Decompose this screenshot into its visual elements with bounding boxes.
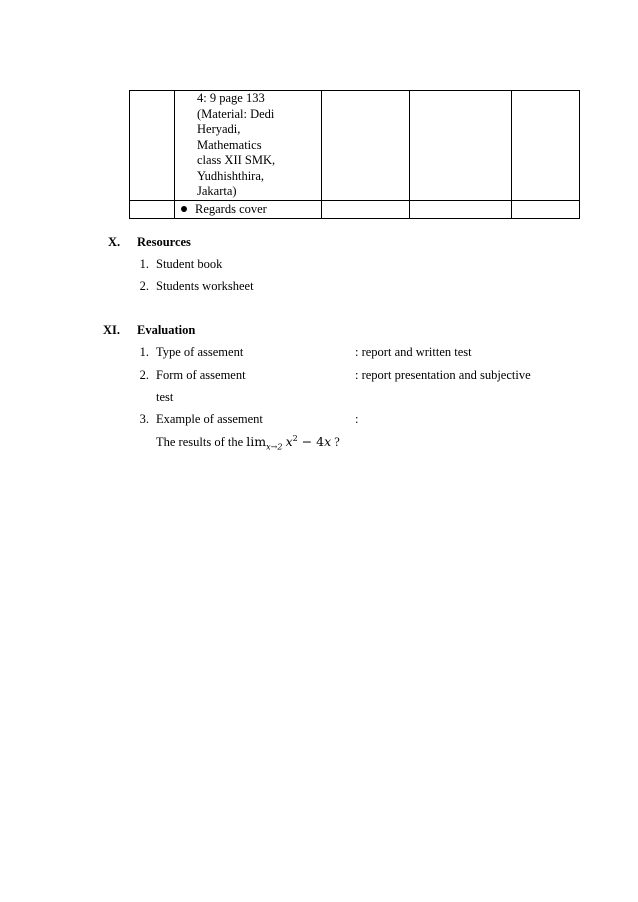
list-item-value: : report and written test xyxy=(355,345,472,359)
list-item-value: : report presentation and subjective xyxy=(355,368,531,382)
math-term: − 4 xyxy=(297,434,325,450)
lesson-table xyxy=(129,90,580,219)
list-item: Student book xyxy=(156,257,223,271)
list-number: 2. xyxy=(139,279,149,293)
limit-symbol: lim xyxy=(246,434,267,450)
question-suffix: ? xyxy=(331,435,340,450)
table-cell xyxy=(175,91,322,201)
table-cell xyxy=(322,91,410,201)
table-cell xyxy=(130,200,175,219)
table-cell xyxy=(512,200,580,219)
cell-line: (Material: Dedi xyxy=(197,106,275,121)
list-number: 3. xyxy=(139,412,149,426)
section-title: Evaluation xyxy=(137,323,196,337)
bullet-icon xyxy=(181,206,187,212)
cell-line: class XII SMK, xyxy=(197,153,276,167)
question-prefix: The results of the xyxy=(156,435,247,450)
section-title: Resources xyxy=(137,235,191,249)
table-cell xyxy=(175,200,322,219)
table-cell xyxy=(130,91,175,201)
list-item-label: Example of assement xyxy=(156,412,263,426)
cell-line: Jakarta) xyxy=(197,184,237,198)
cell-line: Mathematics xyxy=(197,137,262,152)
section-number: X. xyxy=(108,235,121,249)
list-number: 2. xyxy=(139,368,149,382)
section-number: XI. xyxy=(103,323,121,337)
cell-line: Yudhishthira, xyxy=(197,168,265,183)
math-variable: x xyxy=(285,434,293,450)
table-cell xyxy=(410,200,512,219)
table-row xyxy=(130,200,580,219)
list-item-label: Type of assement xyxy=(156,345,244,359)
cell-line: 4: 9 page 133 xyxy=(197,91,265,105)
limit-subscript: x→2 xyxy=(266,442,283,452)
table-row xyxy=(130,91,580,201)
list-item: Students worksheet xyxy=(156,279,254,293)
table-cell xyxy=(410,91,512,201)
math-variable: x xyxy=(324,434,332,450)
table-cell xyxy=(322,200,410,219)
question-line xyxy=(156,434,340,452)
list-item-value: : xyxy=(355,412,359,426)
table-cell xyxy=(512,91,580,201)
bullet-text: Regards cover xyxy=(195,201,267,216)
list-item-wrap: test xyxy=(156,390,174,404)
list-item-label: Form of assement xyxy=(156,368,246,382)
cell-line: Heryadi, xyxy=(197,122,241,136)
list-number: 1. xyxy=(139,345,149,359)
list-number: 1. xyxy=(139,257,149,271)
math-exponent: 2 xyxy=(292,434,298,443)
